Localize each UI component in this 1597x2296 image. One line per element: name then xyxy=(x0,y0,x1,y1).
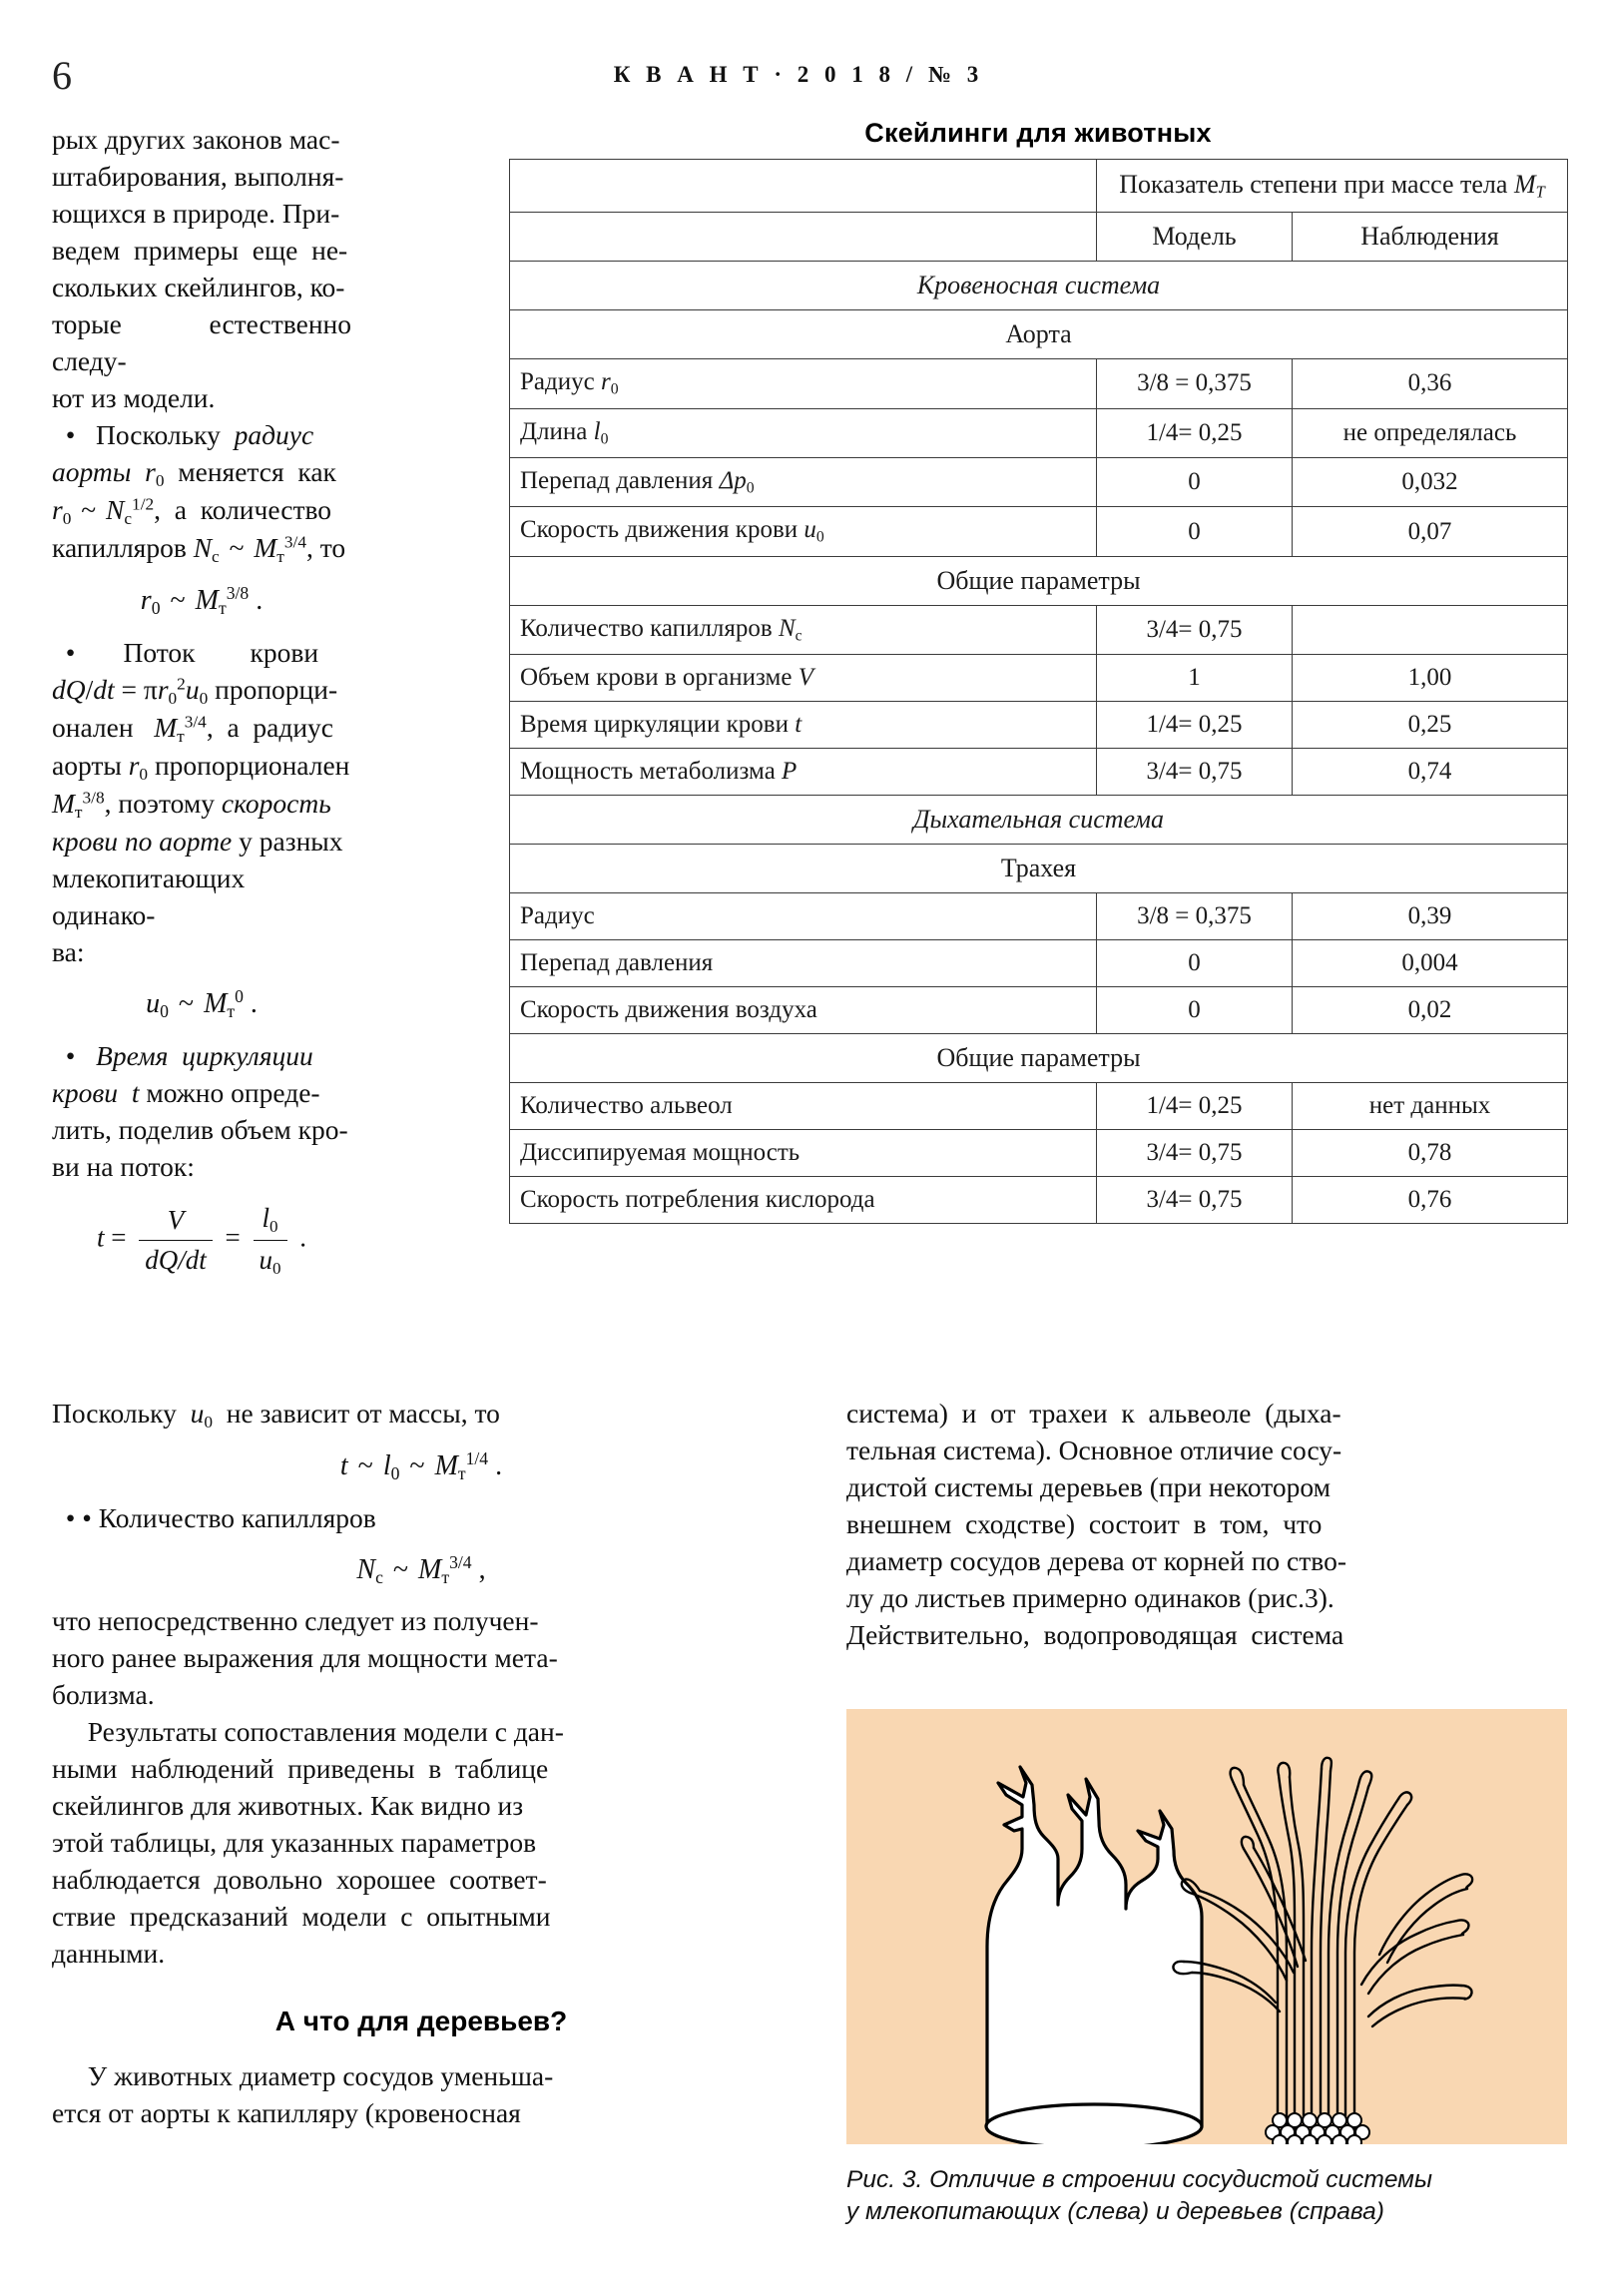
subsection-label: Общие параметры xyxy=(510,1034,1568,1083)
table-row xyxy=(510,702,1568,749)
row-label: Скорость движения крови $u_0$ xyxy=(510,507,1097,556)
row-model-value: 1/4= 0,25 xyxy=(1097,702,1293,749)
bottom-right-column xyxy=(846,1396,1567,1654)
row-model-value: 0 xyxy=(1097,987,1293,1034)
header-exponent-text: Показатель степени при массе тела xyxy=(1119,170,1508,199)
row-label: Радиус xyxy=(510,893,1097,940)
row-model-value: 1/4= 0,25 xyxy=(1097,408,1293,457)
row-label: Время циркуляции крови t xyxy=(510,702,1097,749)
bullet-circulation-time: • Время циркуляции крови t можно опреде- лить, поделив объем кро- ви на поток: xyxy=(52,1040,348,1183)
row-model-value: 0 xyxy=(1097,458,1293,507)
row-model-value: 3/4= 0,75 xyxy=(1097,1130,1293,1177)
header-blank-cell-2 xyxy=(510,213,1097,262)
row-observed-value: 0,032 xyxy=(1293,458,1568,507)
bullet-blood-flow: • Поток крови $dQ/dt = \pi r_0^2u_0$ пропорци- онален $M_т^{3/4}$, а радиус аорты $r_0$ пропорционален $M_т^{3/8}$, поэтому скорость крови по аорте у разных млекопитающих одинако- ва: xyxy=(52,636,350,968)
header-model: Модель xyxy=(1097,213,1293,262)
row-observed-value: 1,00 xyxy=(1293,655,1568,702)
row-label-subscript: 0 xyxy=(610,380,619,398)
row-model-value: 3/4= 0,75 xyxy=(1097,605,1293,654)
equation-Nc: $N_с$ ~ $M_т^{3/4}$ , xyxy=(356,1551,486,1587)
row-label: Скорость движения воздуха xyxy=(510,987,1097,1034)
table-row xyxy=(510,1083,1568,1130)
section-label: Кровеносная система xyxy=(510,262,1568,310)
section-label: Дыхательная система xyxy=(510,796,1568,845)
table-section-row xyxy=(510,796,1568,845)
header-exponent xyxy=(1097,160,1568,213)
row-label-subscript: c xyxy=(795,627,802,645)
plant-bundle-cross-section xyxy=(1266,2113,1369,2144)
table-row xyxy=(510,1130,1568,1177)
mammal-vessel-tree xyxy=(987,1767,1202,2126)
table-row xyxy=(510,1177,1568,1224)
row-label: Диссипируемая мощность xyxy=(510,1130,1097,1177)
row-observed-value: 0,74 xyxy=(1293,749,1568,796)
figure-3 xyxy=(846,1709,1567,2144)
row-label: Мощность метаболизма P xyxy=(510,749,1097,796)
bullet-aorta-radius: • Поскольку радиус аорты $r_0$ меняется как $r_0$ ~ $N_с^{1/2}$, а количество капилляров $N_с$ ~ $M_т^{3/4}$, то xyxy=(52,418,346,566)
row-observed-value: не определялась xyxy=(1293,408,1568,457)
table-row xyxy=(510,408,1568,457)
left-column xyxy=(52,122,351,1294)
table-row xyxy=(510,605,1568,654)
figure-caption: Рис. 3. Отличие в строении сосудистой системы у млекопитающих (слева) и деревьев (справа) xyxy=(846,2166,1432,2226)
row-observed-value: 0,25 xyxy=(1293,702,1568,749)
row-observed-value: 0,36 xyxy=(1293,359,1568,408)
table-row xyxy=(510,458,1568,507)
equation-u0: $u_0$ ~ $M_т^0$ . xyxy=(146,986,258,1022)
bottom-left-column xyxy=(52,1396,791,2132)
table-header-row-1 xyxy=(510,160,1568,213)
row-observed-value: 0,004 xyxy=(1293,940,1568,987)
subsection-label: Общие параметры xyxy=(510,556,1568,605)
paragraph-since-u0: Поскольку $u_0$ не зависит от массы, то xyxy=(52,1398,500,1432)
table-body xyxy=(510,262,1568,1224)
row-model-value: 0 xyxy=(1097,940,1293,987)
table-row xyxy=(510,749,1568,796)
row-label: Перепад давления $\Delta p_0$ xyxy=(510,458,1097,507)
paragraph-results: Результаты сопоставления модели с дан- ными наблюдений приведены в таблице скейлингов для животных. Как видно из этой таблицы, для указанных параметров наблюдается довольно хорошее соответ- ствие предсказаний модели с опытными данными. xyxy=(52,1716,564,1970)
table-subsection-row xyxy=(510,845,1568,893)
table-section-row xyxy=(510,262,1568,310)
row-observed-value: 0,39 xyxy=(1293,893,1568,940)
bullet-capillary-count: • • Количество капилляров xyxy=(52,1501,376,1533)
mammal-trunk-cross-section xyxy=(986,2104,1202,2144)
row-observed-value: нет данных xyxy=(1293,1083,1568,1130)
row-observed-value: 0,02 xyxy=(1293,987,1568,1034)
table-subsection-row xyxy=(510,556,1568,605)
row-model-value: 3/4= 0,75 xyxy=(1097,749,1293,796)
paragraph-intro: рых других законов мас- штабирования, выполня- ющихся в природе. При- ведем примеры еще не- скольких скейлингов, ко- торые естественно следу- ют из модели. xyxy=(52,124,351,413)
row-observed-value: 0,76 xyxy=(1293,1177,1568,1224)
row-model-value: 0 xyxy=(1097,507,1293,556)
row-observed-value: 0,78 xyxy=(1293,1130,1568,1177)
row-label: Перепад давления xyxy=(510,940,1097,987)
page-number: 6 xyxy=(52,53,72,98)
row-model-value: 3/8 = 0,375 xyxy=(1097,359,1293,408)
row-label: Количество альвеол xyxy=(510,1083,1097,1130)
row-label: Длина $l_0$ xyxy=(510,408,1097,457)
equation-circulation-time: t = $\frac{V}{dQ/dt}$ = $\frac{l_0}{u_0}$ . xyxy=(52,1200,351,1280)
header-exponent-symbol: $M_T$ xyxy=(1513,170,1545,202)
row-label-subscript: 0 xyxy=(600,430,609,448)
table-header-row-2 xyxy=(510,213,1568,262)
table-subsection-row xyxy=(510,1034,1568,1083)
scaling-table xyxy=(509,159,1568,1224)
paragraph-tree-vessels: система) и от трахеи к альвеоле (дыха- тельная система). Основное отличие сосу- дистой системы деревьев (при некотором внешнем сходстве) состоит в том, что диаметр сосудов дерева от корней по ство- лу до листьев примерно одинаков (рис.3). Действительно, водопроводящая система xyxy=(846,1398,1346,1650)
row-label-subscript: 0 xyxy=(815,528,824,546)
row-label: Скорость потребления кислорода xyxy=(510,1177,1097,1224)
table-row xyxy=(510,507,1568,556)
row-label-subscript: 0 xyxy=(746,479,755,497)
equation-r0-vs-M: $r_0$ ~ $M_т^{3/8}$ . xyxy=(140,583,264,619)
table-subsection-row xyxy=(510,310,1568,359)
row-label: Количество капилляров $N_c$ xyxy=(510,605,1097,654)
table-row xyxy=(510,940,1568,987)
header-observations: Наблюдения xyxy=(1293,213,1568,262)
table-row xyxy=(510,359,1568,408)
table-row xyxy=(510,987,1568,1034)
table-row xyxy=(510,893,1568,940)
table-title: Скейлинги для животных xyxy=(864,118,1212,148)
header-blank-cell xyxy=(510,160,1097,213)
journal-title: К В А Н Т · 2 0 1 8 / № 3 xyxy=(613,62,984,87)
row-model-value: 1/4= 0,25 xyxy=(1097,1083,1293,1130)
scaling-table-block xyxy=(509,118,1567,1224)
row-model-value: 1 xyxy=(1097,655,1293,702)
paragraph-follows-from: что непосредственно следует из получен- ного ранее выражения для мощности мета- болизма. xyxy=(52,1605,558,1711)
paragraph-animal-vessels: У животных диаметр сосудов уменьша- ется от аорты к капилляру (кровеносная xyxy=(52,2059,554,2128)
subsection-label: Аорта xyxy=(510,310,1568,359)
row-observed-value: 0,07 xyxy=(1293,507,1568,556)
row-model-value: 3/8 = 0,375 xyxy=(1097,893,1293,940)
row-model-value: 3/4= 0,75 xyxy=(1097,1177,1293,1224)
plant-vessel-bundle xyxy=(1173,1758,1472,2132)
row-observed-value xyxy=(1293,605,1568,654)
row-label: Радиус $r_0$ xyxy=(510,359,1097,408)
table-row xyxy=(510,655,1568,702)
figure-illustration xyxy=(846,1709,1567,2144)
running-head xyxy=(0,30,1597,98)
section-heading-trees: А что для деревьев? xyxy=(274,2006,568,2037)
equation-t-vs-M: t ~ $l_0$ ~ $M_т^{1/4}$ . xyxy=(339,1448,503,1484)
subsection-label: Трахея xyxy=(510,845,1568,893)
row-label: Объем крови в организме V xyxy=(510,655,1097,702)
